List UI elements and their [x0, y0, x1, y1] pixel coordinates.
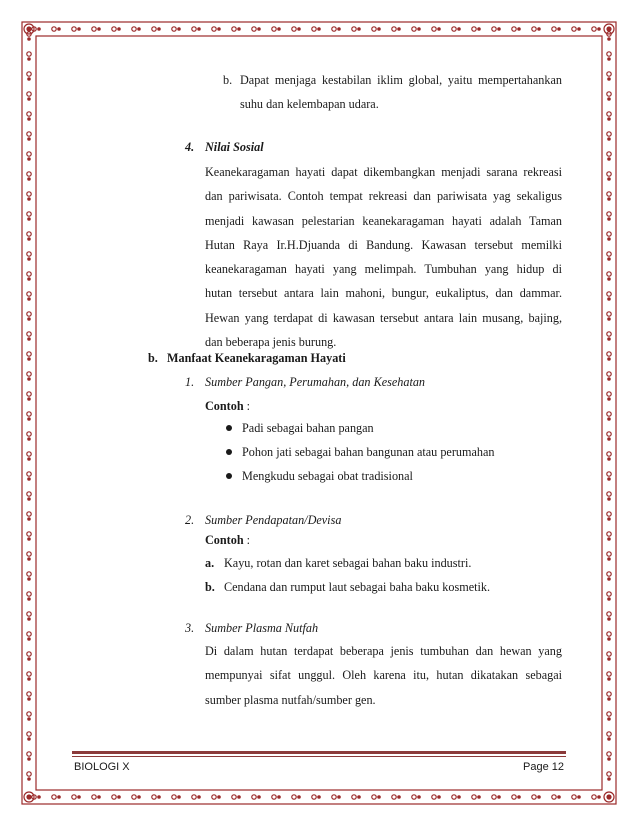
contoh-label: Contoh: [205, 399, 244, 413]
list-item: Cendana dan rumput laut sebagai baha baku kosmetik.: [224, 580, 491, 594]
item-b-line-2: suhu dan kelembapan udara.: [240, 97, 379, 111]
item-b-line-1: Dapat menjaga kestabilan iklim global, yaitu mempertahankan: [240, 73, 562, 87]
footer-page-number: Page 12: [523, 761, 564, 773]
footer-rule-thin: [72, 756, 566, 757]
paragraph-line: Hewan yang terdapat di kawasan tersebut antara lain musang, bajing,: [205, 310, 562, 325]
paragraph-line: mempunyai sifat unggul. Oleh karena itu, hutan dikatakan sebagai: [205, 668, 562, 683]
paragraph-line: Di dalam hutan terdapat beberapa jenis tumbuhan dan hewan yang: [205, 644, 562, 658]
paragraph-line: dan beberapa jenis burung.: [205, 335, 337, 350]
item-2-contoh: [205, 528, 250, 552]
item-1-contoh: [205, 394, 250, 418]
paragraph-line: Hutan Raya Ir.H.Djuanda di Bandung. Kawasan tersebut memilki: [205, 237, 562, 252]
bullet-item: Padi sebagai bahan pangan: [242, 421, 374, 435]
footer-left-label: BIOLOGI X: [74, 761, 130, 773]
list-marker-b: b.: [223, 73, 233, 87]
item-3-paragraph: [205, 639, 562, 712]
paragraph-line: menjadi kawasan pelestarian keanekaragaman hayati adalah Taman: [205, 213, 562, 228]
item-3-number: 3.: [185, 621, 195, 635]
footer-rule-thick: [72, 751, 566, 754]
contoh-label: Contoh: [205, 533, 244, 547]
contoh-colon: :: [243, 399, 251, 413]
bullet-item: Pohon jati sebagai bahan bangunan atau perumahan: [242, 445, 495, 459]
item-1-title: Sumber Pangan, Perumahan, dan Kesehatan: [205, 375, 426, 389]
section-b-marker: b.: [148, 351, 158, 365]
item-2-number: 2.: [185, 513, 195, 527]
paragraph-line: dan pariwisata. Contoh tempat rekreasi dan pariwisata yag sekaligus: [205, 189, 562, 204]
list-marker-b: b.: [205, 580, 215, 594]
paragraph-line: keanekaragaman hayati yang melimpah. Tumbuhan yang hidup di: [205, 262, 562, 277]
list-marker-a: a.: [205, 556, 215, 570]
paragraph-line: Keanekaragaman hayati dapat dikembangkan menjadi sarana rekreasi: [205, 165, 562, 179]
list-item: Kayu, rotan dan karet sebagai bahan baku industri.: [224, 556, 472, 570]
section-b-heading: Manfaat Keanekaragaman Hayati: [167, 351, 346, 365]
bullet-dot-icon: [226, 425, 232, 431]
nilai-sosial-paragraph: [205, 160, 562, 354]
paragraph-line: hutan tersebut antara lain mahoni, bungur, eukaliptus, dan dammar.: [205, 286, 562, 301]
bullet-dot-icon: [226, 449, 232, 455]
paragraph-line: sumber plasma nutfah/sumber gen.: [205, 692, 376, 707]
item-3-title: Sumber Plasma Nutfah: [205, 621, 319, 635]
bullet-dot-icon: [226, 473, 232, 479]
item-1-number: 1.: [185, 375, 195, 389]
item-2-title: Sumber Pendapatan/Devisa: [205, 513, 342, 527]
nilai-sosial-title: Nilai Sosial: [205, 140, 264, 154]
bullet-item: Mengkudu sebagai obat tradisional: [242, 469, 413, 483]
nilai-sosial-number: 4.: [185, 140, 195, 154]
contoh-colon: :: [243, 533, 251, 547]
